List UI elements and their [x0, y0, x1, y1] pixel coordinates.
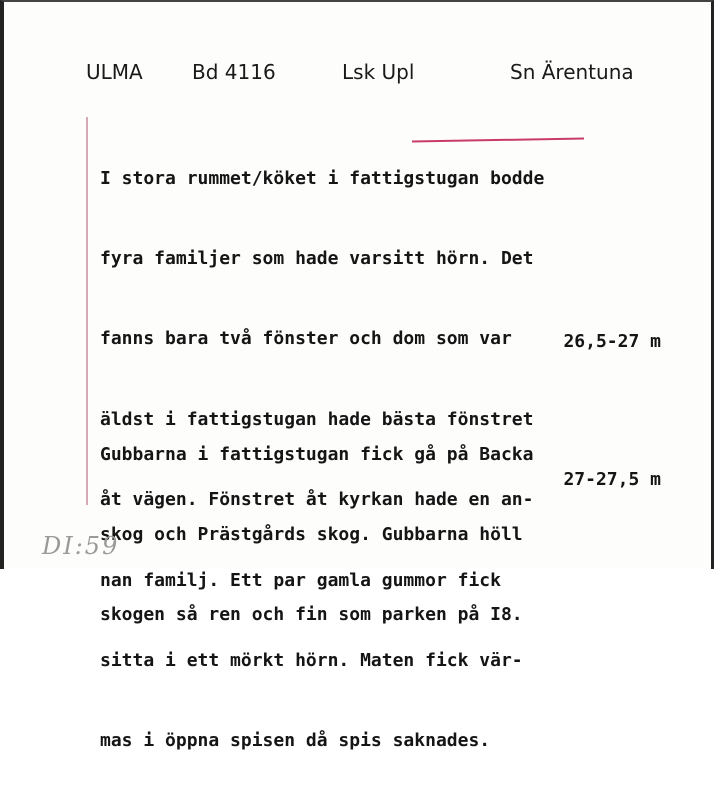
entry-1-line: åt vägen. Fönstret åt kyrkan hade en an-: [100, 489, 534, 511]
entry-2-line: skogen så ren och fin som parken på I8.: [100, 604, 523, 626]
entry-1-line: fyra familjer som hade varsitt hörn. Det: [100, 247, 534, 269]
entry-2-line: skog och Prästgårds skog. Gubbarna höll: [100, 523, 523, 545]
entry-2-line: Gubbarna i fattigstugan fick gå på Backa: [100, 443, 534, 465]
entry-1-line: äldst i fattigstugan hade bästa fönstret: [100, 408, 534, 430]
handwritten-note: DI:59: [42, 532, 120, 560]
entry-2-reference: 27-27,5 m: [563, 469, 661, 490]
entry-2-text: [100, 388, 533, 683]
archive-label: ULMA: [86, 60, 143, 84]
entry-1-reference: 26,5-27 m: [563, 331, 661, 352]
parish-label: Sn Ärentuna: [510, 60, 634, 84]
entry-1-line: fanns bara två fönster och dom som var: [100, 328, 512, 350]
province-label: Lsk Upl: [342, 60, 415, 84]
entry-1-line: I stora rummet/köket i fattigstugan bodde: [100, 167, 545, 189]
entry-1-line: sitta i ett mörkt hörn. Maten fick vär-: [100, 649, 523, 671]
entry-1-line: nan familj. Ett par gamla gummor fick: [100, 569, 501, 591]
entry-1-line: mas i öppna spisen då spis saknades.: [100, 730, 491, 752]
volume-label: Bd 4116: [192, 60, 276, 84]
margin-line: [86, 117, 88, 505]
